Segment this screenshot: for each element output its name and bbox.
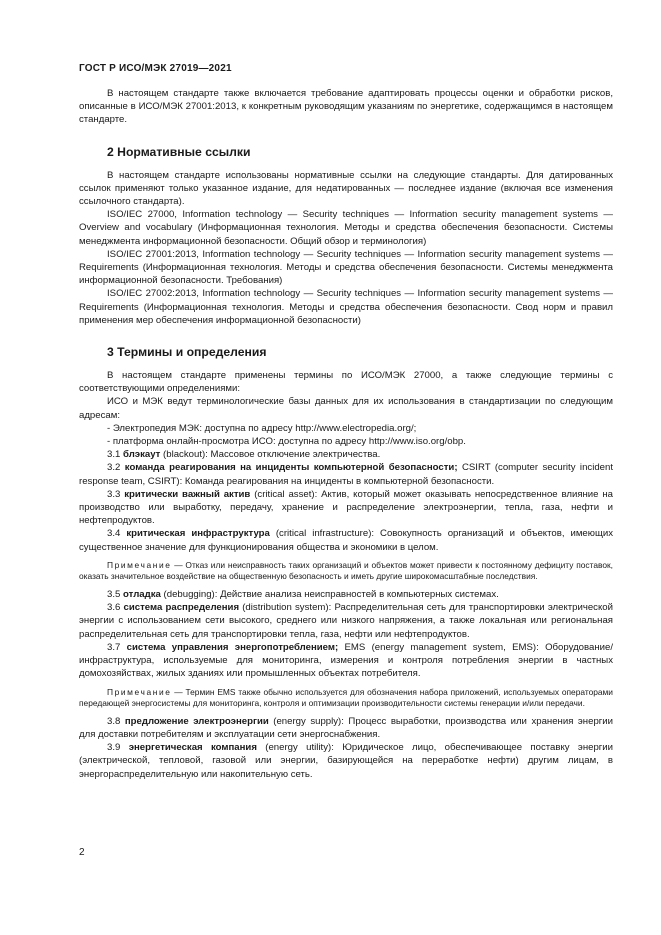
note-3-7: Примечание — Термин EMS также обычно используется для обозначения набора приложений, используемых операторами передающей энергосистемы для мониторинга, контроля и оптимизации производительности системы генерации и/или передачи. [79, 686, 613, 709]
document-body [79, 87, 613, 781]
intro-paragraph: В настоящем стандарте также включается требование адаптировать процессы оценки и обработки рисков, описанные в ИСО/МЭК 27001:2013, к конкретным руководящим указаниям по энергетике, содержащимся в настоящем стандарте. [79, 88, 613, 126]
list-item-electropedia: - Электропедия МЭК: доступна по адресу http://www.electropedia.org/; [107, 422, 417, 434]
document-header: ГОСТ Р ИСО/МЭК 27019—2021 [79, 63, 232, 74]
section-3-title: 3 Термины и определения [107, 345, 267, 360]
note-3-4: Примечание — Отказ или неисправность таких организаций и объектов может привести к постоянному дефициту поставок, оказать значительное воздействие на общественную безопасность и иметь другие широкомасштабные последствия. [79, 559, 613, 582]
reference-iso-27000: ISO/IEC 27000, Information technology — Security techniques — Information security management systems — Overview and vocabulary (Информационная технология. Методы и средства обеспечения безопасности. Системы менеджмента информационной безопасности. Общий обзор и терминология) [79, 209, 613, 247]
term-3-5: 3.5 отладка (debugging): Действие анализа неисправностей в компьютерных системах. [107, 589, 499, 601]
term-3-2: 3.2 команда реагирования на инциденты компьютерной безопасности; CSIRT (computer security incident response team, CSIRT): Команда реагирования на инциденты в компьютерной безопасности. [79, 462, 614, 487]
term-3-8: 3.8 предложение электроэнергии (energy supply): Процесс выработки, производства или хранения энергии для доставки потребителям и эксплуатации сети энергоснабжения. [79, 715, 613, 740]
term-3-9: 3.9 энергетическая компания (energy utility): Юридическое лицо, обеспечивающее поставку энергии (электрической, тепловой, газовой или энергии, базирующейся на переработке нефти) другим лицам, в энергораспределительную или накопительную сеть. [79, 742, 614, 780]
term-3-4: 3.4 критическая инфраструктура (critical infrastructure): Совокупность организаций и объектов, имеющих существенное значение для функционирования общества и экономики в целом. [79, 528, 613, 553]
list-item-iso-obp: - платформа онлайн-просмотра ИСО: доступна по адресу http://www.iso.org/obp. [107, 436, 466, 448]
section-2-title: 2 Нормативные ссылки [107, 144, 251, 159]
term-3-6: 3.6 система распределения (distribution system): Распределительная сеть для транспортировки электрической энергии с использованием сети высокого, среднего или низкого напряжения, а также локальная или региональная распределительная сеть для транспортировки тепла, газа, нефти или нефтепродуктов. [79, 602, 613, 640]
section-2-paragraph: В настоящем стандарте использованы нормативные ссылки на следующие стандарты. Для датированных ссылок применяют только указанное издание, для недатированных — последнее издание (включая все изменения ссылочного стандарта). [79, 169, 613, 208]
section-3-paragraph-1: В настоящем стандарте применены термины по ИСО/МЭК 27000, а также следующие термины с соответствующими определениями: [79, 370, 613, 395]
page-number: 2 [79, 847, 85, 858]
term-3-1: 3.1 блэкаут (blackout): Массовое отключение электричества. [107, 449, 381, 461]
section-3-paragraph-2: ИСО и МЭК ведут терминологические базы данных для их использования в стандартизации по следующим адресам: [79, 396, 613, 421]
reference-iso-27002: ISO/IEC 27002:2013, Information technology — Security techniques — Information security management systems — Requirements (Информационная технология. Методы и средства обеспечения безопасности. Свод норм и правил применения мер обеспечения информационной безопасности) [79, 288, 613, 326]
reference-iso-27001: ISO/IEC 27001:2013, Information technology — Security techniques — Information security management systems — Requirements (Информационная технология. Методы и средства обеспечения безопасности. Системы менеджмента информационной безопасности. Требования) [79, 248, 613, 287]
term-3-3: 3.3 критически важный актив (critical asset): Актив, который может оказывать непосредственное влияние на производство или выработку, передачу, хранение и распределение электроэнергии, тепла, газа, нефти и нефтепродуктов. [79, 488, 614, 527]
term-3-7: 3.7 система управления энергопотреблением; EMS (energy management system, EMS): Оборудование/инфраструктура, используемые для мониторинга, измерения и контроля потребления энергии в частных домохозяйствах, жилых зданиях или промышленных объектах потребителя. [79, 641, 613, 680]
